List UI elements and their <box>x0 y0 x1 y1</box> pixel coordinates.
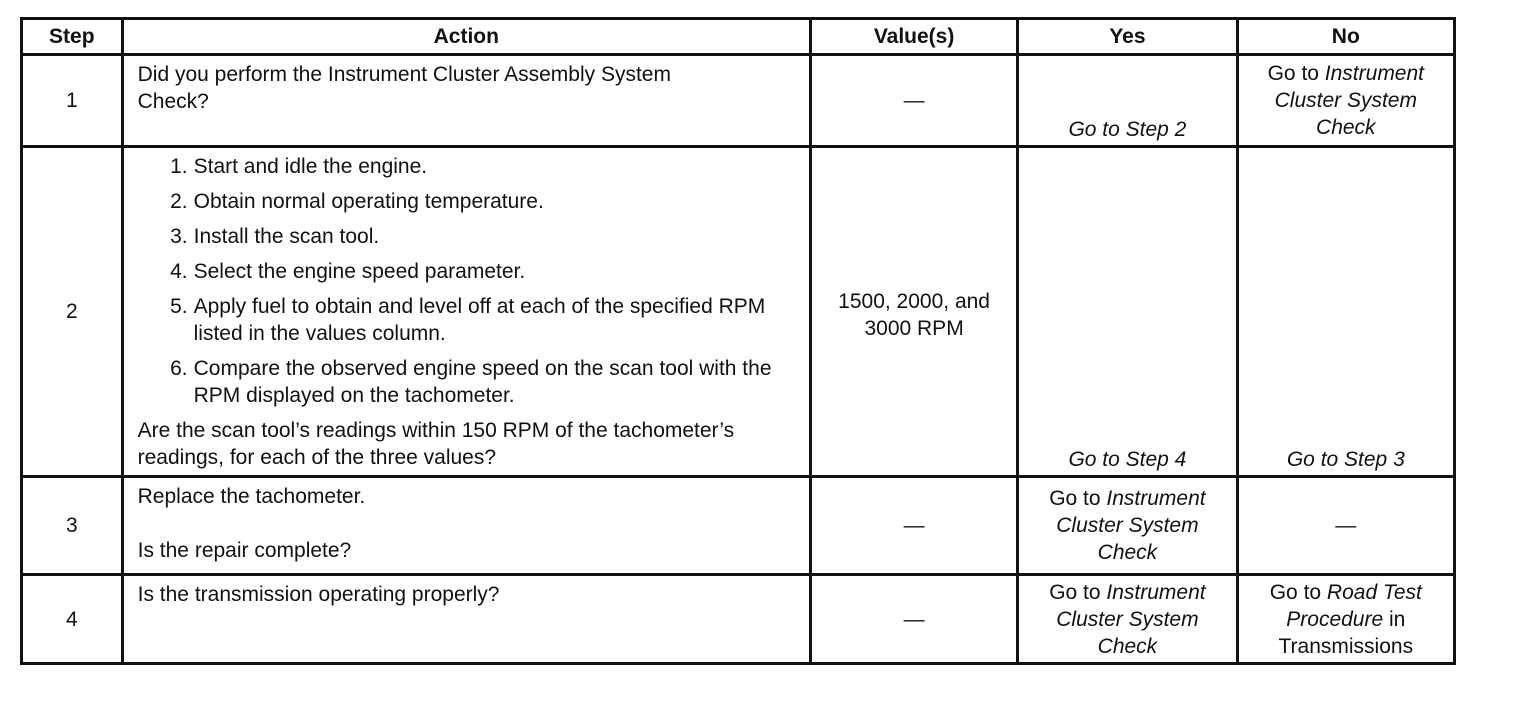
action-cell <box>122 477 810 575</box>
header-action: Action <box>122 19 810 55</box>
action-cell <box>122 575 810 664</box>
action-text: Did you perform the Instrument Cluster Assembly System Check? <box>137 63 671 113</box>
no-link-text: Instrument Cluster System Check <box>1274 62 1425 139</box>
yes-link-text: Go to Step 2 <box>1068 118 1187 141</box>
yes-link-text: Instrument Cluster System Check <box>1056 487 1206 564</box>
action-cell <box>122 55 810 147</box>
action-text: Is the transmission operating properly? <box>137 583 500 606</box>
yes-link-text: Go to Step 4 <box>1068 448 1187 471</box>
header-no: No <box>1237 19 1454 55</box>
no-prefix: Go to <box>1267 62 1325 85</box>
values-cell: — <box>810 55 1017 147</box>
table-row <box>22 477 1455 575</box>
table-row <box>22 147 1455 477</box>
procedure-item: 2. Obtain normal operating temperature. <box>170 190 544 213</box>
no-link-text: Go to Step 3 <box>1286 448 1405 471</box>
header-yes: Yes <box>1018 19 1237 55</box>
step-number: 1 <box>22 55 123 147</box>
step-number: 2 <box>22 147 123 477</box>
procedure-item: 5. Apply fuel to obtain and level off at each of the specified RPM listed in the values column. <box>170 295 766 345</box>
header-step: Step <box>22 19 123 55</box>
table-row <box>22 575 1455 664</box>
yes-cell <box>1018 477 1237 575</box>
values-text: 1500, 2000, and 3000 RPM <box>838 290 990 340</box>
values-cell <box>810 147 1017 477</box>
header-values: Value(s) <box>810 19 1017 55</box>
yes-cell <box>1018 575 1237 664</box>
procedure-item: 4. Select the engine speed parameter. <box>170 260 526 283</box>
no-cell <box>1237 55 1454 147</box>
procedure-item: 1. Start and idle the engine. <box>170 155 428 178</box>
yes-cell <box>1018 147 1237 477</box>
step-number: 3 <box>22 477 123 575</box>
procedure-item: 6. Compare the observed engine speed on the scan tool with the RPM displayed on the tachometer. <box>170 357 772 407</box>
no-prefix: Go to <box>1269 580 1327 604</box>
question-text: Are the scan tool’s readings within 150 RPM of the tachometer’s readings, for each of the three values? <box>137 419 735 469</box>
step-number: 4 <box>22 575 123 664</box>
header-row <box>22 19 1455 55</box>
yes-cell <box>1018 55 1237 147</box>
no-cell <box>1237 575 1454 664</box>
no-cell <box>1237 147 1454 477</box>
diagnostic-table <box>20 17 1456 665</box>
procedure-list <box>138 153 799 409</box>
question-text: Is the repair complete? <box>137 539 352 562</box>
no-prefix: — <box>1335 514 1357 537</box>
values-cell: — <box>810 477 1017 575</box>
yes-link-text: Instrument Cluster System Check <box>1056 580 1206 658</box>
table-row <box>22 55 1455 147</box>
procedure-item: 3. Install the scan tool. <box>170 225 380 248</box>
values-cell: — <box>810 575 1017 664</box>
yes-prefix: Go to <box>1049 580 1107 604</box>
action-cell <box>122 147 810 477</box>
no-suffix: in Transmissions <box>1278 607 1414 658</box>
action-text: Replace the tachometer. <box>137 485 366 508</box>
yes-prefix: Go to <box>1049 487 1107 510</box>
no-cell <box>1237 477 1454 575</box>
no-link-text: Road Test Procedure <box>1286 580 1422 631</box>
